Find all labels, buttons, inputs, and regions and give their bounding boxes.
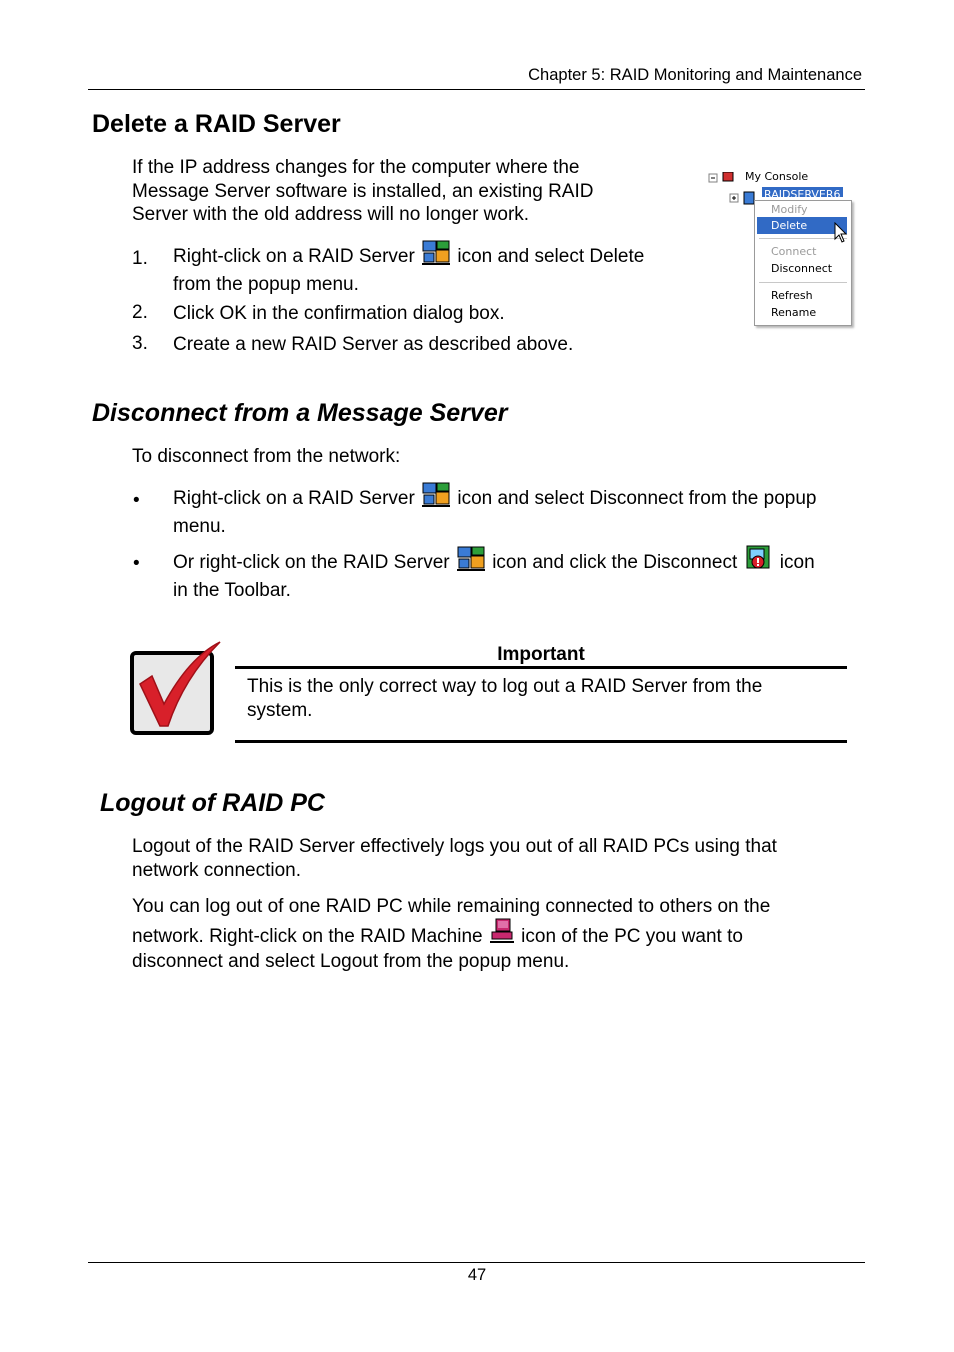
logout-paragraph-1 — [132, 835, 852, 882]
header-rule — [88, 89, 865, 90]
menu-item-modify[interactable]: Modify — [771, 203, 808, 216]
mouse-cursor-icon — [834, 222, 848, 244]
bullet-1-text-a: Right-click on a RAID Server — [173, 488, 415, 509]
section-title-logout: Logout of RAID PC — [100, 789, 325, 817]
bullet-1 — [173, 482, 873, 539]
menu-item-connect[interactable]: Connect — [771, 245, 817, 258]
bullet-2-text-d: in the Toolbar. — [173, 580, 291, 601]
important-text — [247, 675, 837, 723]
important-top-rule — [235, 666, 847, 669]
step-2: Click OK in the confirmation dialog box. — [173, 303, 505, 324]
important-bottom-rule — [235, 740, 847, 743]
step-number: 2. — [132, 302, 148, 323]
step-3: Create a new RAID Server as described above. — [173, 334, 574, 355]
logout-p2-text-a: network. Right-click on the RAID Machine — [132, 926, 483, 947]
page-number: 47 — [467, 1266, 487, 1284]
bullet-marker: • — [133, 553, 140, 574]
raid-server-icon — [457, 546, 485, 579]
step-number: 1. — [132, 248, 148, 269]
menu-item-refresh[interactable]: Refresh — [771, 289, 813, 302]
bullet-2-text-c: icon — [779, 552, 815, 573]
logout-p2-text-c: disconnect and select Logout from the popup menu. — [132, 951, 570, 972]
raid-server-icon — [422, 482, 450, 515]
context-menu — [754, 200, 852, 326]
popup-menu-screenshot — [704, 168, 858, 330]
bullet-1-text-c: menu. — [173, 516, 226, 537]
running-header: Chapter 5: RAID Monitoring and Maintenance — [528, 66, 862, 84]
step-1-text-b: icon and select Delete — [457, 246, 645, 267]
section-title-disconnect: Disconnect from a Message Server — [92, 399, 508, 427]
tree-root-label[interactable]: My Console — [745, 170, 809, 183]
section-title-delete-raid-server: Delete a RAID Server — [92, 110, 341, 138]
logout-p2-text-b: icon of the PC you want to — [521, 926, 743, 947]
important-text-line2: system. — [247, 700, 313, 721]
bullet-2-text-b: icon and click the Disconnect — [492, 552, 738, 573]
step-1 — [173, 240, 693, 297]
important-text-line1: This is the only correct way to log out a RAID Server from the — [247, 676, 763, 697]
step-number: 3. — [132, 333, 148, 354]
disconnect-intro-paragraph: To disconnect from the network: — [132, 446, 401, 467]
raid-server-icon — [422, 240, 450, 273]
bullet-1-text-b: icon and select Disconnect from the popup — [457, 488, 817, 509]
bullet-2 — [173, 544, 873, 603]
step-1-text-a: Right-click on a RAID Server — [173, 246, 415, 267]
bullet-2-text-a: Or right-click on the RAID Server — [173, 552, 450, 573]
delete-intro-paragraph: If the IP address changes for the computer where the Message Server software is installed, an existing RAID Server with the old address will no longer work. — [132, 157, 594, 225]
menu-separator — [759, 282, 847, 283]
logout-paragraph-2 — [132, 918, 852, 978]
bullet-marker: • — [133, 490, 140, 511]
disconnect-icon — [745, 544, 773, 579]
menu-item-delete[interactable]: Delete — [757, 217, 847, 234]
tree-node-label[interactable]: RAIDSERVER6 — [764, 188, 841, 197]
logout-p1-line2: network connection. — [132, 859, 301, 881]
important-label: Important — [497, 644, 585, 665]
step-1-text-c: from the popup menu. — [173, 274, 359, 295]
menu-item-rename[interactable]: Rename — [771, 306, 817, 319]
menu-item-disconnect[interactable]: Disconnect — [771, 262, 833, 275]
checkmark-icon — [128, 640, 224, 738]
raid-machine-icon — [490, 918, 514, 952]
logout-p1-line1: Logout of the RAID Server effectively logs you out of all RAID PCs using that — [132, 836, 777, 857]
footer-rule — [88, 1262, 865, 1263]
logout-p2-line1: You can log out of one RAID PC while remaining connected to others on the — [132, 896, 771, 917]
